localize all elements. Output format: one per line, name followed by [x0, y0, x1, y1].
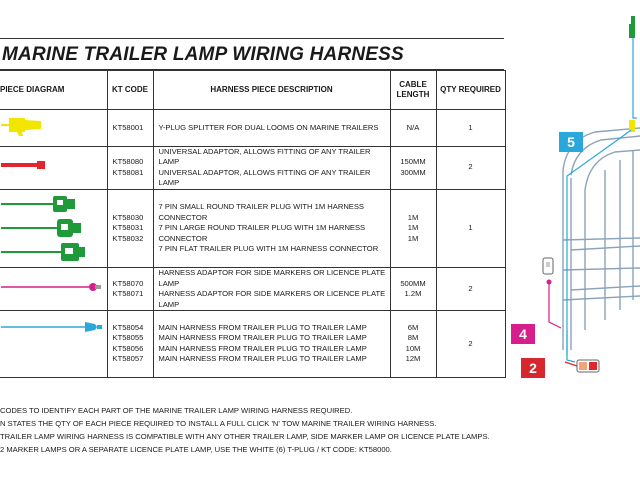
qty-cell: 1 [436, 110, 505, 147]
description: HARNESS ADAPTOR FOR SIDE MARKERS OR LICENCE PLATE LAMP [158, 268, 386, 288]
description: 7 PIN LARGE ROUND TRAILER PLUG WITH 1M HARNESS CONNECTOR [158, 223, 366, 243]
kt-code: KT58032 [112, 233, 144, 243]
piece-diagram-cell [0, 268, 107, 311]
qty-cell: 2 [436, 311, 505, 378]
kt-code-cell [107, 311, 153, 378]
header-piece-diagram: PIECE DIAGRAM [0, 71, 107, 110]
description: UNIVERSAL ADAPTOR, ALLOWS FITTING OF ANY TRAILER LAMP [158, 146, 371, 166]
cable-length-cell [390, 189, 436, 268]
kt-code: KT58030 [112, 212, 144, 222]
table-header-row [0, 71, 505, 110]
piece-diagram-cell [0, 311, 107, 378]
blue-main-harness-icon [1, 311, 106, 373]
description: MAIN HARNESS FROM TRAILER PLUG TO TRAILER LAMP [158, 322, 367, 332]
table-row [0, 268, 505, 311]
description-cell [153, 268, 390, 311]
kt-code: KT58056 [112, 343, 144, 353]
description: 7 PIN SMALL ROUND TRAILER PLUG WITH 1M HARNESS CONNECTOR [158, 202, 364, 222]
description-cell [153, 146, 390, 189]
kt-code: KT58054 [112, 322, 144, 332]
cable-length: 1.2M [404, 289, 422, 298]
kt-code: KT58081 [112, 167, 144, 177]
kt-code: KT58031 [112, 223, 144, 232]
red-adaptor-icon [1, 148, 106, 184]
kt-code: KT58071 [112, 289, 144, 298]
description: HARNESS ADAPTOR FOR SIDE MARKERS OR LICENCE PLATE LAMP [158, 289, 386, 309]
cable-length-cell [390, 311, 436, 378]
header-cable-length: CABLE LENGTH [390, 71, 436, 110]
description-cell [153, 189, 390, 268]
description-cell [153, 311, 390, 378]
description: MAIN HARNESS FROM TRAILER PLUG TO TRAILER LAMP [158, 333, 367, 343]
kt-code: KT58001 [112, 122, 144, 132]
notes-block [0, 404, 640, 456]
cable-length: N/A [406, 122, 420, 132]
cable-length-cell [390, 146, 436, 189]
green-trailer-plug-icon [1, 190, 106, 264]
piece-diagram-cell [0, 146, 107, 189]
cable-length: 150MM [400, 157, 426, 166]
table-row [0, 311, 505, 378]
cable-length: 6M [407, 322, 419, 332]
kt-code-cell [107, 268, 153, 311]
kt-code-cell [107, 110, 153, 147]
qty-cell: 2 [436, 268, 505, 311]
kt-code: KT58070 [112, 278, 144, 288]
piece-diagram-cell [0, 110, 107, 147]
cable-length: 1M [407, 233, 419, 243]
description: MAIN HARNESS FROM TRAILER PLUG TO TRAILER LAMP [158, 354, 367, 364]
table-row [0, 146, 505, 189]
note-line: 2 MARKER LAMPS OR A SEPARATE LICENCE PLATE LAMP, USE THE WHITE (6) T-PLUG / KT CODE: KT58000. [0, 445, 392, 454]
piece-diagram-cell [0, 189, 107, 268]
magenta-adaptor-icon [1, 268, 106, 306]
cable-length: 8M [407, 333, 419, 343]
description: UNIVERSAL ADAPTOR, ALLOWS FITTING OF ANY TRAILER LAMP [158, 167, 371, 187]
header-qty-required: QTY REQUIRED [436, 71, 505, 110]
kt-code: KT58055 [112, 333, 144, 343]
kt-code-cell [107, 189, 153, 268]
cable-length: 12M [405, 354, 421, 364]
description: 7 PIN FLAT TRAILER PLUG WITH 1M HARNESS CONNECTOR [158, 244, 379, 253]
kt-code: KT58080 [112, 157, 144, 166]
cable-length-cell [390, 110, 436, 147]
table-row [0, 110, 505, 147]
callout-2: 2 [521, 358, 545, 378]
trailer-frame-diagram [505, 0, 640, 400]
description-cell [153, 110, 390, 147]
callout-5: 5 [559, 132, 583, 152]
kt-code: KT58057 [112, 354, 144, 364]
note-line: CODES TO IDENTIFY EACH PART OF THE MARINE TRAILER LAMP WIRING HARNESS REQUIRED. [0, 406, 353, 415]
note-line: TRAILER LAMP WIRING HARNESS IS COMPATIBLE WITH ANY OTHER TRAILER LAMP, SIDE MARKER LAMP OR LICENCE PLATE LAMPS. [0, 432, 490, 441]
description: Y-PLUG SPLITTER FOR DUAL LOOMS ON MARINE TRAILERS [158, 122, 379, 132]
note-line: N STATES THE QTY OF EACH PIECE REQUIRED TO INSTALL A FULL CLICK 'N' TOW MARINE TRAILER WIRING HARNESS. [0, 419, 437, 428]
harness-table [0, 70, 506, 378]
callout-4: 4 [511, 324, 535, 344]
yellow-y-splitter-icon [1, 110, 106, 142]
cable-length: 500MM [400, 278, 426, 288]
page-title: MARINE TRAILER LAMP WIRING HARNESS [0, 38, 504, 70]
cable-length-cell [390, 268, 436, 311]
qty-cell: 2 [436, 146, 505, 189]
qty-cell: 1 [436, 189, 505, 268]
cable-length: 1M [407, 223, 419, 232]
cable-length: 300MM [400, 167, 426, 177]
header-description: HARNESS PIECE DESCRIPTION [153, 71, 390, 110]
kt-code-cell [107, 146, 153, 189]
header-kt-code: KT CODE [107, 71, 153, 110]
table-row [0, 189, 505, 268]
cable-length: 1M [407, 212, 419, 222]
description: MAIN HARNESS FROM TRAILER PLUG TO TRAILER LAMP [158, 343, 367, 353]
cable-length: 10M [405, 343, 421, 353]
